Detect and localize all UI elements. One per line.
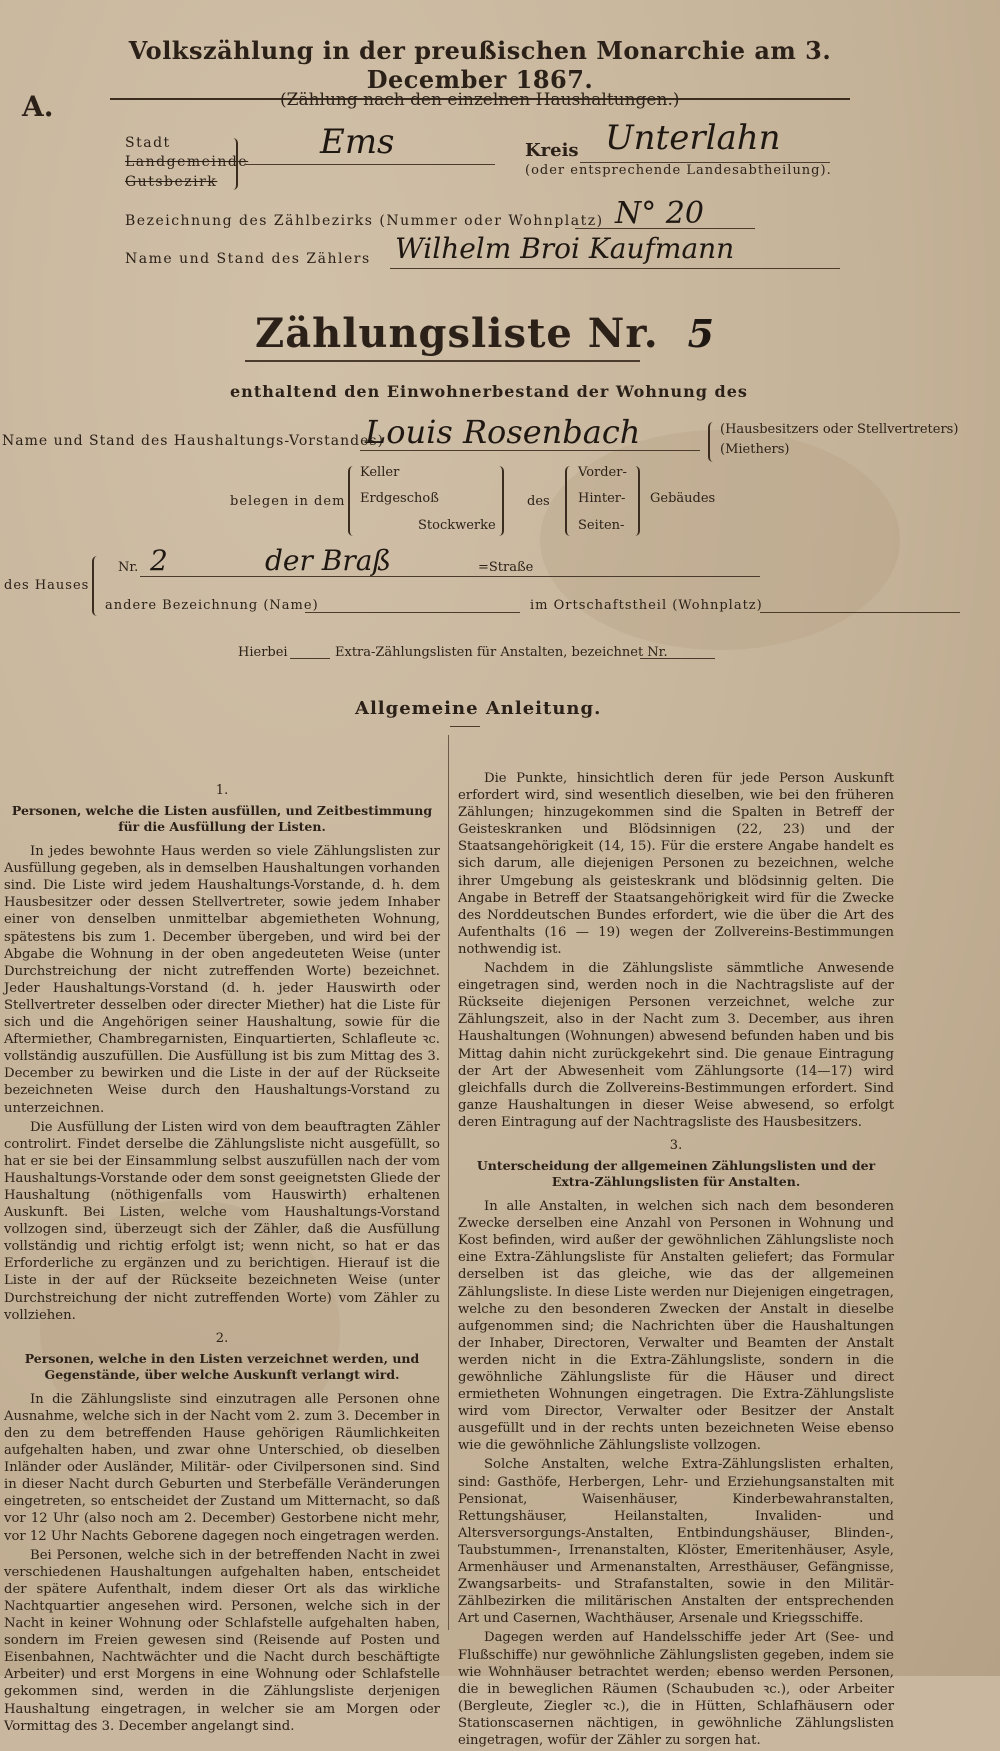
heading-rule <box>450 726 480 727</box>
nr-value: 2 <box>150 544 168 577</box>
column-divider <box>448 735 449 1630</box>
right-paragraph-3: In alle Anstalten, in welchen sich nach dem besonderen Zwecke derselben eine Anzahl von Personen in Wohnung und Kost befinden, wird außer der gewöhnlichen Zählungsliste noch eine Extra-Zählungsliste für Anstalten geliefert; das Formular derselben ist das gleiche, wie das der allgemeinen Zählungsliste. In diese Liste werden nur Diejenigen eingetragen, welche zu den besonderen Zwecken der Anstalt in dieselbe aufgenommen sind; die Nachrichten über die Haushaltungen der Inhaber, Directoren, Verwalter und Beamten der Anstalt werden nicht in die Extra-Zählungsliste, sondern in die gewöhnliche Zählungsliste für die Häuser und direct ermietheten Wohnungen eingetragen. Die Extra-Zählungsliste wird vom Director, Verwalter oder Besitzer der Anstalt ausgefüllt und in der rechts unten bezeichneten Weise ebenso wie die gewöhnliche Zählungsliste vollzogen. <box>458 1199 894 1454</box>
stadt-line <box>245 164 495 165</box>
vorstand-label: Name und Stand des Haushaltungs-Vorstandes) <box>2 433 385 449</box>
ortschaft-label: im Ortschaftstheil (Wohnplatz) <box>530 598 763 613</box>
strasse-value: der Braß <box>265 544 392 577</box>
side-option-seiten: Seiten- <box>578 518 625 533</box>
hierbei-label: Hierbei <box>238 645 288 660</box>
liste-title-underline <box>245 360 640 362</box>
right-paragraph-2: Nachdem in die Zählungsliste sämmtliche Anwesende eingetragen sind, werden noch in die Nachtragsliste auf der Rückseite diejenigen Personen verzeichnet, welche zur Zählungszeit, also in der Nacht zum 3. December, aus ihren Haushaltungen (Wohnungen) abwesend befunden haben und bis Mittag dahin nicht zurückgekehrt sind. Die genaue Eintragung der Art der Abwesenheit vom Zählungsorte (14—17) wird gleichfalls durch die Zollvereins-Bestimmungen erfordert. Sind ganze Haushaltungen in dieser Weise abwesend, so erfolgt deren Eintragung auf der Nachtragsliste des Hausbesitzers. <box>458 961 894 1130</box>
section-1-heading: Personen, welche die Listen ausfüllen, und Zeitbestimmung für die Ausfüllung der Listen. <box>11 803 433 835</box>
gebaeude-label: Gebäudes <box>650 491 716 506</box>
paper-stain <box>540 430 900 650</box>
extra-label: Extra-Zählungslisten für Anstalten, bezeichnet Nr. <box>335 645 668 660</box>
form-mark: A. <box>22 90 54 123</box>
vorstand-value: Louis Rosenbach <box>365 413 641 451</box>
strasse-line <box>140 576 760 577</box>
ortschaft-line <box>760 612 960 613</box>
brace <box>494 466 504 536</box>
brace <box>348 466 358 536</box>
right-paragraph-1: Die Punkte, hinsichtlich deren für jede Person Auskunft erfordert wird, sind wesentlich dieselben, wie bei den früheren Zählungen; hinzugekommen sind die Spalten in Betreff der Geisteskranken und Blödsinnigen (22, 23) und der Staatsangehörigkeit (14, 15). Für die erstere Angabe handelt es sich darum, alle diejenigen Personen zu bezeichnen, welche ihrer Umgebung als geisteskrank und blödsinnig gelten. Die Angabe in Betreff der Staatsangehörigkeit wird für die Zwecke des Norddeutschen Bundes erfordert, wie die über die Art des Aufenthalts (16 — 19) wegen der Zollvereins-Bestimmungen nothwendig ist. <box>458 771 894 957</box>
anleitung-right-column <box>458 770 894 1751</box>
landgemeinde-label: Landgemeinde <box>125 154 249 170</box>
zaehler-label: Name und Stand des Zählers <box>125 251 371 267</box>
kreis-label: Kreis <box>525 140 579 161</box>
andere-line <box>305 612 520 613</box>
section-1-number: 1. <box>215 783 229 798</box>
extra-line <box>640 658 715 659</box>
des-label: des <box>527 494 550 509</box>
zaehler-line <box>390 268 840 269</box>
side-option-hinter: Hinter- <box>578 491 626 506</box>
section-1-paragraph-2: Die Ausfüllung der Listen wird von dem beauftragten Zähler controlirt. Findet derselbe die Zählungsliste nicht ausgefüllt, so hat er sie bei der Einsammlung selbst auszufüllen nach der vom Haushaltungs-Vorstande oder dem sonst geeignetsten Gliede der Haushaltung (nöthigenfalls vom Hauswirth) erhaltenen Auskunft. Bei Listen, welche vom Haushaltungs-Vorstand vollzogen sind, überzeugt sich der Zähler, daß die Ausfüllung vollständig und richtig erfolgt ist; wenn nicht, so hat er das Erforderliche zu ergänzen und zu berichtigen. Hierauf ist die Liste in der auf der Rückseite bezeichneten Weise (unter Durchstreichung der nicht zutreffenden Worte) vom Zähler zu vollziehen. <box>4 1119 440 1323</box>
vorstand-note-2: (Miethers) <box>720 442 790 457</box>
andere-label: andere Bezeichnung (Name) <box>105 598 319 613</box>
section-2-heading: Personen, welche in den Listen verzeichnet werden, und Gegenstände, über welche Auskunft verlangt wird. <box>24 1350 420 1382</box>
floor-option-keller: Keller <box>360 465 400 480</box>
stadt-label: Stadt <box>125 135 171 151</box>
stadt-value: Ems <box>320 122 395 162</box>
floor-option-stockwerke: Stockwerke <box>418 518 496 533</box>
section-2-paragraph-1: In die Zählungsliste sind einzutragen alle Personen ohne Ausnahme, welche sich in der Nacht vom 2. zum 3. December in den zu dem betreffenden Hause gehörigen Räumlichkeiten aufgehalten haben, und zwar ohne Unterschied, ob dieselben Inländer oder Ausländer, Militär- oder Civilpersonen sind. Sind in dieser Nacht durch Geburten und Sterbefälle Veränderungen eingetreten, so entscheidet der Zustand um Mitternacht, so daß vor 12 Uhr (also noch am 2. December) Gestorbene nicht mehr, vor 12 Uhr Nachts Geborene dagegen noch eingetragen werden. <box>4 1391 440 1544</box>
section-3-number: 3. <box>669 1137 683 1153</box>
floor-option-erdgeschoss: Erdgeschoß <box>360 491 439 506</box>
zaehler-value: Wilhelm Broi Kaufmann <box>395 232 735 265</box>
section-3-heading: Unterscheidung der allgemeinen Zählungslisten und der Extra-Zählungslisten für Anstalten. <box>476 1158 876 1190</box>
brace <box>708 422 718 462</box>
hauses-label: des Hauses <box>4 578 90 593</box>
bezirk-line <box>575 228 755 229</box>
vorstand-note-1: (Hausbesitzers oder Stellvertreters) <box>720 422 959 437</box>
section-2-number: 2. <box>215 1330 229 1346</box>
bezirk-label: Bezeichnung des Zählbezirks (Nummer oder Wohnplatz) <box>125 213 604 229</box>
liste-subtitle: enthaltend den Einwohnerbestand der Wohnung des <box>230 382 748 401</box>
brace <box>228 138 238 190</box>
belegen-label: belegen in dem <box>230 494 346 509</box>
form-subtitle: (Zählung nach den einzelnen Haushaltungen.) <box>280 90 680 110</box>
brace <box>565 466 575 536</box>
side-option-vorder: Vorder- <box>578 465 627 480</box>
section-2-paragraph-2: Bei Personen, welche sich in der betreffenden Nacht in zwei verschiedenen Haushaltungen aufgehalten haben, entscheidet der spätere Aufenthalt, indem dieser Ort als das wirkliche Nachtquartier angesehen wird. Personen, welche sich in der Nacht in keiner Wohnung oder Schlafstelle aufgehalten haben, sondern im Freien gewesen sind (Reisende auf Posten und Eisenbahnen, Nachtwächter und die Nacht durch beschäftigte Arbeiter) und erst Morgens in eine Wohnung oder Schlafstelle gekommen sind, werden in die Zählungsliste derjenigen Haushaltung eingetragen, in welcher sie am Morgen oder Vormittag des 3. December angelangt sind. <box>4 1547 440 1734</box>
strasse-suffix: =Straße <box>478 560 534 575</box>
form-title: Volkszählung in der preußischen Monarchie am 3. December 1867. <box>110 36 850 100</box>
brace <box>92 556 102 616</box>
liste-number: 5 <box>687 311 716 356</box>
brace <box>630 466 640 536</box>
gutsbezirk-label: Gutsbezirk <box>125 174 218 190</box>
anleitung-left-column <box>4 776 440 1737</box>
anleitung-heading: Allgemeine Anleitung. <box>355 698 602 719</box>
liste-title <box>255 310 715 357</box>
right-paragraph-4: Solche Anstalten, welche Extra-Zählungslisten erhalten, sind: Gasthöfe, Herbergen, Lehr- und Erziehungsanstalten mit Pensionat, Waisenhäuser, Kinderbewahranstalten, Rettungshäuser, Heilanstalten, Invaliden- und Altersversorgungs-Anstalten, Entbindungshäuser, Blinden-, Taubstummen-, Irrenanstalten, Klöster, Emeritenhäuser, Asyle, Armenhäuser und Armenanstalten, Arresthäuser, Gefängnisse, Zwangsarbeits- und Strafanstalten, sowie in den Militär-Zählbezirken die militärischen Anstalten der entsprechenden Art und Casernen, Wachthäuser, Arsenale und Kriegsschiffe. <box>458 1457 894 1627</box>
liste-title-prefix: Zählungsliste Nr. <box>255 310 659 357</box>
vorstand-line <box>360 450 700 451</box>
nr-label: Nr. <box>118 560 139 575</box>
bezirk-value: N° 20 <box>615 196 704 231</box>
right-paragraph-5: Dagegen werden auf Handelsschiffe jeder Art (See- und Flußschiffe) nur gewöhnliche Zählungslisten gegeben, indem sie wie Wohnhäuser betrachtet werden; ebenso werden Personen, die in beweglichen Räumen (Schaubuden ꝛc.), oder Arbeiter (Bergleute, Ziegler ꝛc.), die in Hütten, Schlafhäusern oder Stationscasernen nächtigen, in gewöhnliche Zählungslisten eingetragen, wofür der Zähler zu sorgen hat. <box>458 1630 894 1748</box>
hierbei-line <box>290 658 330 659</box>
kreis-value: Unterlahn <box>605 118 781 158</box>
kreis-note: (oder entsprechende Landesabtheilung). <box>525 163 832 178</box>
section-1-paragraph-1: In jedes bewohnte Haus werden so viele Zählungslisten zur Ausfüllung gegeben, als in demselben Haushaltungen vorhanden sind. Die Liste wird jedem Haushaltungs-Vorstande, d. h. dem Hausbesitzer oder dessen Stellvertreter, sowie jedem Inhaber einer von denselben unmittelbar abgemietheten Wohnung, spätestens bis zum 1. December übergeben, und wird bei der Abgabe die Wohnung in der oben angedeuteten Weise (unter Durchstreichung der nicht zutreffenden Worte) bezeichnet. Jeder Haushaltungs-Vorstand (d. h. jeder Hauswirth oder Stellvertreter desselben oder directer Miether) hat die Liste für sich und die Angehörigen seiner Haushaltung, sowie für die Aftermiether, Chambregarnisten, Einquartierten, Schlafleute ꝛc. vollständig auszufüllen. Die Ausfüllung ist bis zum Mittag des 3. December zu bewirken und die Liste in der auf der Rückseite bezeichneten Weise durch den Haushaltungs-Vorstand zu unterzeichnen. <box>4 844 440 1116</box>
